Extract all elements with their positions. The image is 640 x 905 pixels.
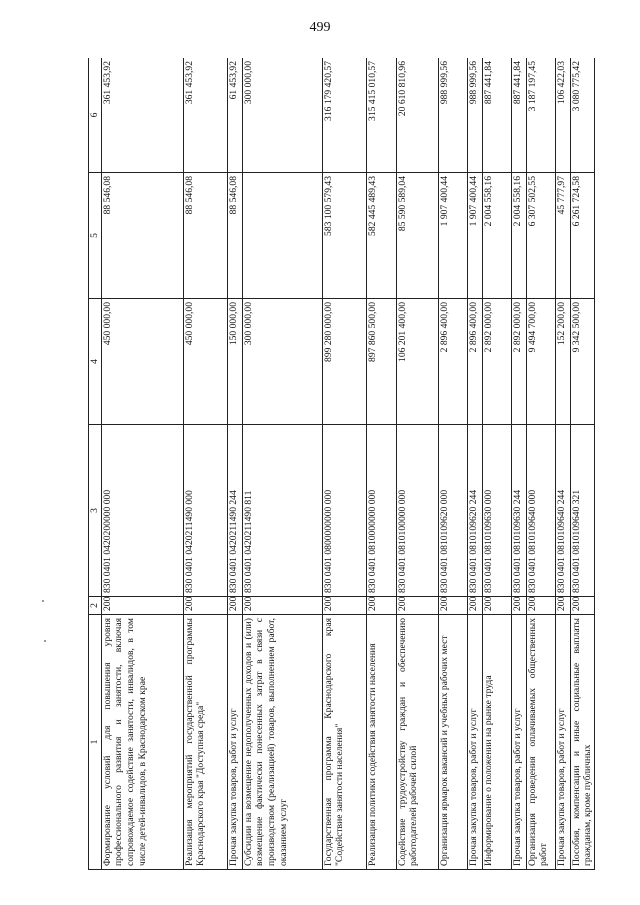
row-unexecuted-amount: 3 080 775,42	[570, 58, 594, 173]
row-approved-amount: 2 896 400,00	[438, 299, 467, 425]
table-row	[511, 58, 526, 870]
row-executed-amount: 1 907 400,44	[438, 173, 467, 299]
row-executed-amount: 88 546,08	[183, 173, 227, 299]
table-row	[467, 58, 482, 870]
row-approved-amount: 2 892 000,00	[511, 299, 526, 425]
column-header: 4	[89, 299, 102, 425]
row-approved-amount: 897 860 500,00	[366, 299, 396, 425]
row-budget-classification: 830 0401 0420211490 244	[227, 425, 242, 597]
rotated-page-content	[88, 58, 608, 870]
row-code: 200	[396, 597, 438, 615]
row-executed-amount: 2 004 558,16	[482, 173, 511, 299]
row-executed-amount: 45 777,97	[555, 173, 570, 299]
row-budget-classification: 830 0401 0420211490 000	[183, 425, 227, 597]
row-code: 200	[227, 597, 242, 615]
row-approved-amount: 450 000,00	[183, 299, 227, 425]
rotated-table-area	[88, 58, 608, 870]
row-unexecuted-amount: 361 453,92	[183, 58, 227, 173]
row-code: 200	[101, 597, 183, 615]
table-row	[438, 58, 467, 870]
row-description: Реализация политики содействия занятости населения	[366, 615, 396, 870]
row-unexecuted-amount: 315 415 010,57	[366, 58, 396, 173]
row-code: 200	[438, 597, 467, 615]
row-unexecuted-amount: 988 999,56	[467, 58, 482, 173]
row-unexecuted-amount: 887 441,84	[482, 58, 511, 173]
row-description: Государственная программа Краснодарского края "Содействие занятости населения"	[322, 615, 366, 870]
row-budget-classification: 830 0401 0810109630 000	[482, 425, 511, 597]
row-unexecuted-amount: 3 187 197,45	[526, 58, 555, 173]
row-code: 200	[467, 597, 482, 615]
row-executed-amount: 88 546,08	[101, 173, 183, 299]
row-budget-classification: 830 0401 0810109620 244	[467, 425, 482, 597]
row-description: Организация проведения оплачиваемых общественных работ	[526, 615, 555, 870]
column-header: 5	[89, 173, 102, 299]
row-budget-classification: 830 0401 0810109640 244	[555, 425, 570, 597]
row-description: Содействие трудоустройству граждан и обеспечению работодателей рабочей силой	[396, 615, 438, 870]
table-row	[366, 58, 396, 870]
row-executed-amount: 582 445 489,43	[366, 173, 396, 299]
table-row	[183, 58, 227, 870]
row-approved-amount: 106 201 400,00	[396, 299, 438, 425]
row-approved-amount: 150 000,00	[227, 299, 242, 425]
table-row	[555, 58, 570, 870]
row-approved-amount: 9 342 500,00	[570, 299, 594, 425]
row-unexecuted-amount: 988 999,56	[438, 58, 467, 173]
row-budget-classification: 830 0401 0810100000 000	[396, 425, 438, 597]
row-budget-classification: 830 0401 0810109640 000	[526, 425, 555, 597]
page-number: 499	[309, 20, 331, 35]
row-executed-amount	[242, 173, 322, 299]
column-header: 2	[89, 597, 102, 615]
row-description: Прочая закупка товаров, работ и услуг	[555, 615, 570, 870]
row-unexecuted-amount: 887 441,84	[511, 58, 526, 173]
row-description: Реализация мероприятий государственной программы Краснодарского края "Доступная среда"	[183, 615, 227, 870]
row-budget-classification: 830 0401 0800000000 000	[322, 425, 366, 597]
table-row	[570, 58, 594, 870]
column-header: 1	[89, 615, 102, 870]
row-budget-classification: 830 0401 0810109620 000	[438, 425, 467, 597]
budget-table	[88, 58, 595, 870]
scan-speck	[42, 600, 44, 602]
row-code: 200	[482, 597, 511, 615]
row-approved-amount: 450 000,00	[101, 299, 183, 425]
row-approved-amount: 300 000,00	[242, 299, 322, 425]
row-approved-amount: 2 896 400,00	[467, 299, 482, 425]
row-unexecuted-amount: 106 422,03	[555, 58, 570, 173]
table-row	[322, 58, 366, 870]
row-approved-amount: 899 280 000,00	[322, 299, 366, 425]
row-code: 200	[555, 597, 570, 615]
row-executed-amount: 88 546,08	[227, 173, 242, 299]
scan-speck	[44, 640, 46, 642]
row-code: 200	[526, 597, 555, 615]
row-code: 200	[570, 597, 594, 615]
row-unexecuted-amount: 361 453,92	[101, 58, 183, 173]
row-description: Прочая закупка товаров, работ и услуг	[511, 615, 526, 870]
row-unexecuted-amount: 316 179 420,57	[322, 58, 366, 173]
table-row	[396, 58, 438, 870]
row-budget-classification: 830 0401 0810109630 244	[511, 425, 526, 597]
table-row	[526, 58, 555, 870]
row-unexecuted-amount: 300 000,00	[242, 58, 322, 173]
row-approved-amount: 2 892 000,00	[482, 299, 511, 425]
row-executed-amount: 1 907 400,44	[467, 173, 482, 299]
row-executed-amount: 6 307 502,55	[526, 173, 555, 299]
row-description: Субсидии на возмещение недополученных доходов и (или) возмещение фактически понесенных затрат в связи с производством (реализацией) товаров, выполнением работ, оказанием услуг	[242, 615, 322, 870]
column-number-row	[89, 58, 102, 870]
row-unexecuted-amount: 61 453,92	[227, 58, 242, 173]
column-header: 3	[89, 425, 102, 597]
column-header: 6	[89, 58, 102, 173]
row-description: Организация ярмарок вакансий и учебных рабочих мест	[438, 615, 467, 870]
row-code: 200	[366, 597, 396, 615]
table-row	[482, 58, 511, 870]
row-budget-classification: 830 0401 0420211490 811	[242, 425, 322, 597]
row-description: Формирование условий для повышения уровня профессионального развития и занятости, включая сопровождаемое содействие занятости, инвалидов, в том числе детей-инвалидов, в Краснодарском крае	[101, 615, 183, 870]
row-code: 200	[242, 597, 322, 615]
row-budget-classification: 830 0401 0810109640 321	[570, 425, 594, 597]
table-row	[101, 58, 183, 870]
row-executed-amount: 6 261 724,58	[570, 173, 594, 299]
table-row	[242, 58, 322, 870]
row-description: Прочая закупка товаров, работ и услуг	[227, 615, 242, 870]
row-unexecuted-amount: 20 610 810,96	[396, 58, 438, 173]
row-approved-amount: 9 494 700,00	[526, 299, 555, 425]
row-approved-amount: 152 200,00	[555, 299, 570, 425]
row-description: Информирование о положении на рынке труда	[482, 615, 511, 870]
row-description: Пособия, компенсации и иные социальные выплаты гражданам, кроме публичных	[570, 615, 594, 870]
row-code: 200	[511, 597, 526, 615]
row-budget-classification: 830 0401 0810000000 000	[366, 425, 396, 597]
row-code: 200	[322, 597, 366, 615]
table-row	[227, 58, 242, 870]
row-executed-amount: 2 004 558,16	[511, 173, 526, 299]
row-executed-amount: 583 100 579,43	[322, 173, 366, 299]
row-budget-classification: 830 0401 0420200000 000	[101, 425, 183, 597]
row-executed-amount: 85 590 589,04	[396, 173, 438, 299]
row-description: Прочая закупка товаров, работ и услуг	[467, 615, 482, 870]
row-code: 200	[183, 597, 227, 615]
